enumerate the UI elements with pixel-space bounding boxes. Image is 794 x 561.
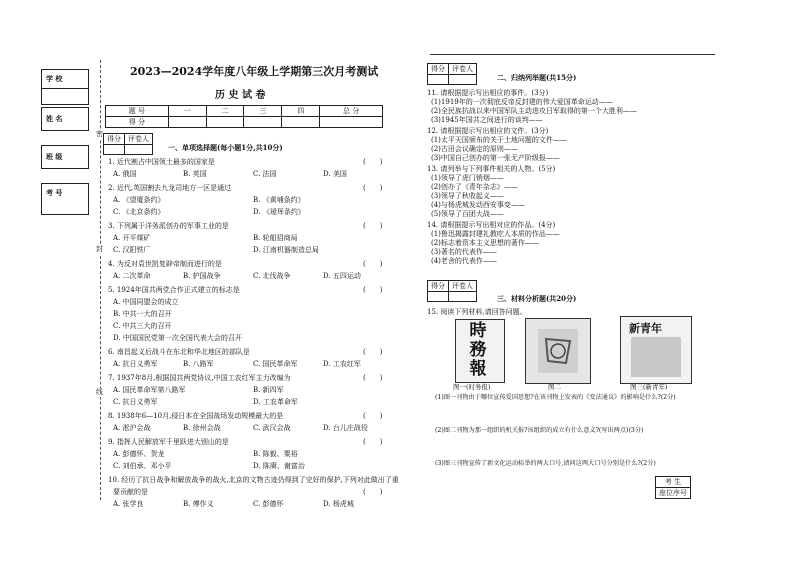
q14-line: (2)标志着资本主义思想的著作—— [431,239,539,247]
q10-opt-d: D. 杨虎城 [323,500,354,508]
score-cell [320,117,383,128]
q9-stem: 9. 指挥人民解放军千里跃进大别山的是 [108,438,229,446]
score-table-header: 三 [244,106,282,117]
binding-char-xian: 线 [96,388,103,396]
section3-scorer [427,280,477,302]
q8-opt-c: C. 武汉会战 [253,424,291,432]
q13-line: (1)领导了虎门销烟—— [431,174,504,182]
school-label: 学 校 [46,74,63,83]
q5-stem: 5. 1924年国共两党合作正式建立的标志是 [108,286,240,294]
q10-opt-b: B. 傅作义 [183,500,214,508]
score-table [105,105,383,128]
exam-subject: 历 史 试 卷 [215,90,266,101]
q14-line: (3)著名的代表作—— [431,248,497,256]
q13-line: 13. 请列举与下列事件相关的人物。(5分) [427,165,556,173]
class-field [41,145,89,169]
figure-2-image [525,318,591,384]
q1-stem: 1. 近代割占中国领土最多的国家是 [108,158,215,166]
scorer-defen: 得分 [104,134,125,145]
q13-line: (5)领导了百团大战—— [431,210,504,218]
q4-opt-c: C. 北伐战争 [253,272,291,280]
score-table-header: 四 [282,106,320,117]
top-rule [430,54,715,55]
q8-opt-b: B. 徐州会战 [183,424,221,432]
q6-stem: 6. 南昌起义后战斗在东北和华北地区的部队是 [108,348,250,356]
q14-line: (1)鲁迅揭露封建礼教吃人本质的作品—— [431,230,560,238]
q9-paren: ( ) [363,438,383,446]
q3-opt-b: B. 轮船招商局 [253,234,298,242]
scorer-cell [104,145,125,155]
figure-1-image [455,319,505,383]
q7-stem: 7. 1937年8月,根据国共两党协议,中国工农红军主力改编为 [108,374,291,382]
q2-stem: 2. 近代,英国割去九龙司地方一区是通过 [108,184,232,192]
q6-opt-d: D. 工农红军 [323,360,361,368]
seat-box-label: 座位序号 [656,488,691,499]
name-field [41,107,89,131]
score-table-header: 总 分 [320,106,383,117]
q6-opt-a: A. 抗日义勇军 [113,360,158,368]
q5-opt-c: C. 中共三大的召开 [113,322,172,330]
q2-opt-d: D. 《瑷珲条约》 [253,208,305,216]
seat-box [655,476,691,499]
q7-opt-b: B. 新四军 [253,386,284,394]
score-cell [244,117,282,128]
q9-opt-d: D. 陈赓、谢富治 [253,462,305,470]
section1-scorer [103,133,153,155]
binding-line [100,60,101,500]
q4-paren: ( ) [363,260,383,268]
scorer-cell [428,75,449,85]
scorer-defen: 得分 [428,281,449,292]
q8-opt-a: A. 淞沪会战 [113,424,151,432]
q1-opt-a: A. 俄国 [113,170,137,178]
figure-1-masthead: 時務報 [469,321,487,379]
q13-line: (2)创办了《青年杂志》—— [431,183,518,191]
q13-line: (3)领导了秋收起义—— [431,192,504,200]
q7-opt-a: A. 国民革命军第八路军 [113,386,186,394]
q1-opt-b: B. 英国 [183,170,207,178]
scorer-pingjuanren: 评卷人 [125,134,153,145]
q1-opt-c: C. 法国 [253,170,277,178]
q10-stem-cont: 要贡献的是 [113,488,148,496]
q15-sub3: (3)图三刊物宣传了新文化运动标举的两大口号,请问这两大口号分别是什么?(2分) [435,460,656,467]
section1-title: 一、单项选择题(每小题1分,共10分) [168,143,283,152]
binding-char-feng: 封 [96,245,103,253]
figure-3-masthead: 新青年 [629,322,662,335]
q8-opt-d: D. 台儿庄战役 [323,424,368,432]
q5-opt-d: D. 中国国民党第一次全国代表大会的召开 [113,334,242,342]
q11-line: (1)1919年的一次彻底反帝反封建的伟大爱国革命运动—— [431,98,613,106]
name-label: 姓 名 [46,114,63,123]
q4-opt-b: B. 护国战争 [183,272,221,280]
score-cell [168,117,206,128]
q11-line: 11. 请根据提示写出相应的事件。(3分) [427,89,549,97]
q2-paren: ( ) [363,184,383,192]
q7-opt-c: C. 抗日义勇军 [113,398,158,406]
q9-opt-a: A. 彭德怀、贺龙 [113,450,165,458]
score-table-header: 题 号 [106,106,169,117]
q4-opt-d: D. 五四运动 [323,272,361,280]
figure-1-caption: 图一(时务报) [453,383,491,391]
q9-opt-b: B. 陈毅、粟裕 [253,450,298,458]
q6-paren: ( ) [363,348,383,356]
score-cell [282,117,320,128]
q9-opt-c: C. 刘伯承、邓小平 [113,462,172,470]
q4-opt-a: A. 二次革命 [113,272,151,280]
q5-paren: ( ) [363,286,383,294]
q3-opt-a: A. 开平煤矿 [113,234,151,242]
q1-opt-d: D. 美国 [323,170,347,178]
scorer-cell [428,292,449,302]
q1-paren: ( ) [363,158,383,166]
figure-3-image [620,316,692,384]
q5-opt-a: A. 中国同盟会的成立 [113,298,179,306]
q4-stem: 4. 为反对袁世凯复辟帝制而进行的是 [108,260,222,268]
q2-opt-a: A. 《望厦条约》 [113,196,165,204]
q6-opt-b: B. 八路军 [183,360,214,368]
q7-paren: ( ) [363,374,383,382]
q3-stem: 3. 下列属于洋务派创办的军事工业的是 [108,222,229,230]
q2-opt-c: C. 《北京条约》 [113,208,165,216]
q10-stem: 10. 经历了抗日战争和解放战争的战火,北京的文物古迹仍得到了完好的保护,下列对此做出了重 [108,476,399,484]
exam-title: 2023—2024学年度八年级上学期第三次月考测试 [130,65,379,78]
score-table-header: 一 [168,106,206,117]
q7-opt-d: D. 工农革命军 [253,398,298,406]
q3-opt-c: C. 汉阳铁厂 [113,246,151,254]
q10-opt-a: A. 张学良 [113,500,144,508]
q8-stem: 8. 1938年6—10月,侵日本在全国战场发动规模最大的是 [108,412,284,420]
q11-line: (2)全民族抗战以来中国军队主动进攻日军取得的第一个大胜利—— [431,107,637,115]
section2-scorer [427,63,477,85]
section3-title: 三、材料分析题(共20分) [497,294,577,303]
q12-line: (2)古田会议确定的原则—— [431,145,518,153]
scorer-cell [449,75,477,85]
q2-opt-b: B. 《黄埔条约》 [253,196,305,204]
q14-line: 14. 请根据提示写出相对应的作品。(4分) [427,221,556,229]
q12-line: (3)中国自己创办的第一张无产阶级报—— [431,154,560,162]
figure-2-art [526,319,590,383]
seat-box-label: 考 生 [656,477,691,488]
q15-sub2: (2)图二刊物为那一组织的机关报?该组织的成立有什么意义?(写出两点)(3分) [435,427,644,434]
q6-opt-c: C. 国民革命军 [253,360,298,368]
q3-opt-d: D. 江南机器制造总局 [253,246,319,254]
figure-3-caption: 图三(新青年) [630,383,668,391]
q14-line: (4)老舍的代表作—— [431,257,497,265]
q15-stem: 15. 阅读下列材料,请回答问题。 [427,308,527,316]
q8-paren: ( ) [363,412,383,420]
q10-paren: ( ) [363,488,383,496]
section2-title: 二、归纳列举题(共15分) [497,73,577,82]
score-cell [206,117,244,128]
scorer-cell [125,145,153,155]
q5-opt-b: B. 中共一大的召开 [113,310,172,318]
exam-number-field [41,183,89,215]
sidebar [36,65,91,225]
q13-line: (4)与杨虎城发动西安事变—— [431,201,525,209]
exam-number-label: 考 号 [46,188,63,197]
scorer-defen: 得分 [428,64,449,75]
scorer-cell [449,292,477,302]
class-label: 班 级 [46,152,63,161]
figure-2-caption: 图二 [548,383,561,391]
score-table-row-label: 得 分 [106,117,169,128]
q12-line: (1)太平天国颁布的关于土地问题的文件—— [431,136,567,144]
q10-opt-c: C. 彭德怀 [253,500,284,508]
scorer-pingjuanren: 评卷人 [449,281,477,292]
score-table-header: 二 [206,106,244,117]
q12-line: 12. 请根据提示写出相应的文件。(3分) [427,127,549,135]
q11-line: (3)1945年国共之间进行的谈判—— [431,116,543,124]
scorer-pingjuanren: 评卷人 [449,64,477,75]
school-field [41,69,89,105]
q3-paren: ( ) [363,222,383,230]
q15-sub1: (1)图一刊物由于哪位宣传爱国思想?在该刊物上发表的《变法通议》的影响是什么?(2分) [435,394,676,401]
binding-char-mi: 密 [96,130,103,138]
